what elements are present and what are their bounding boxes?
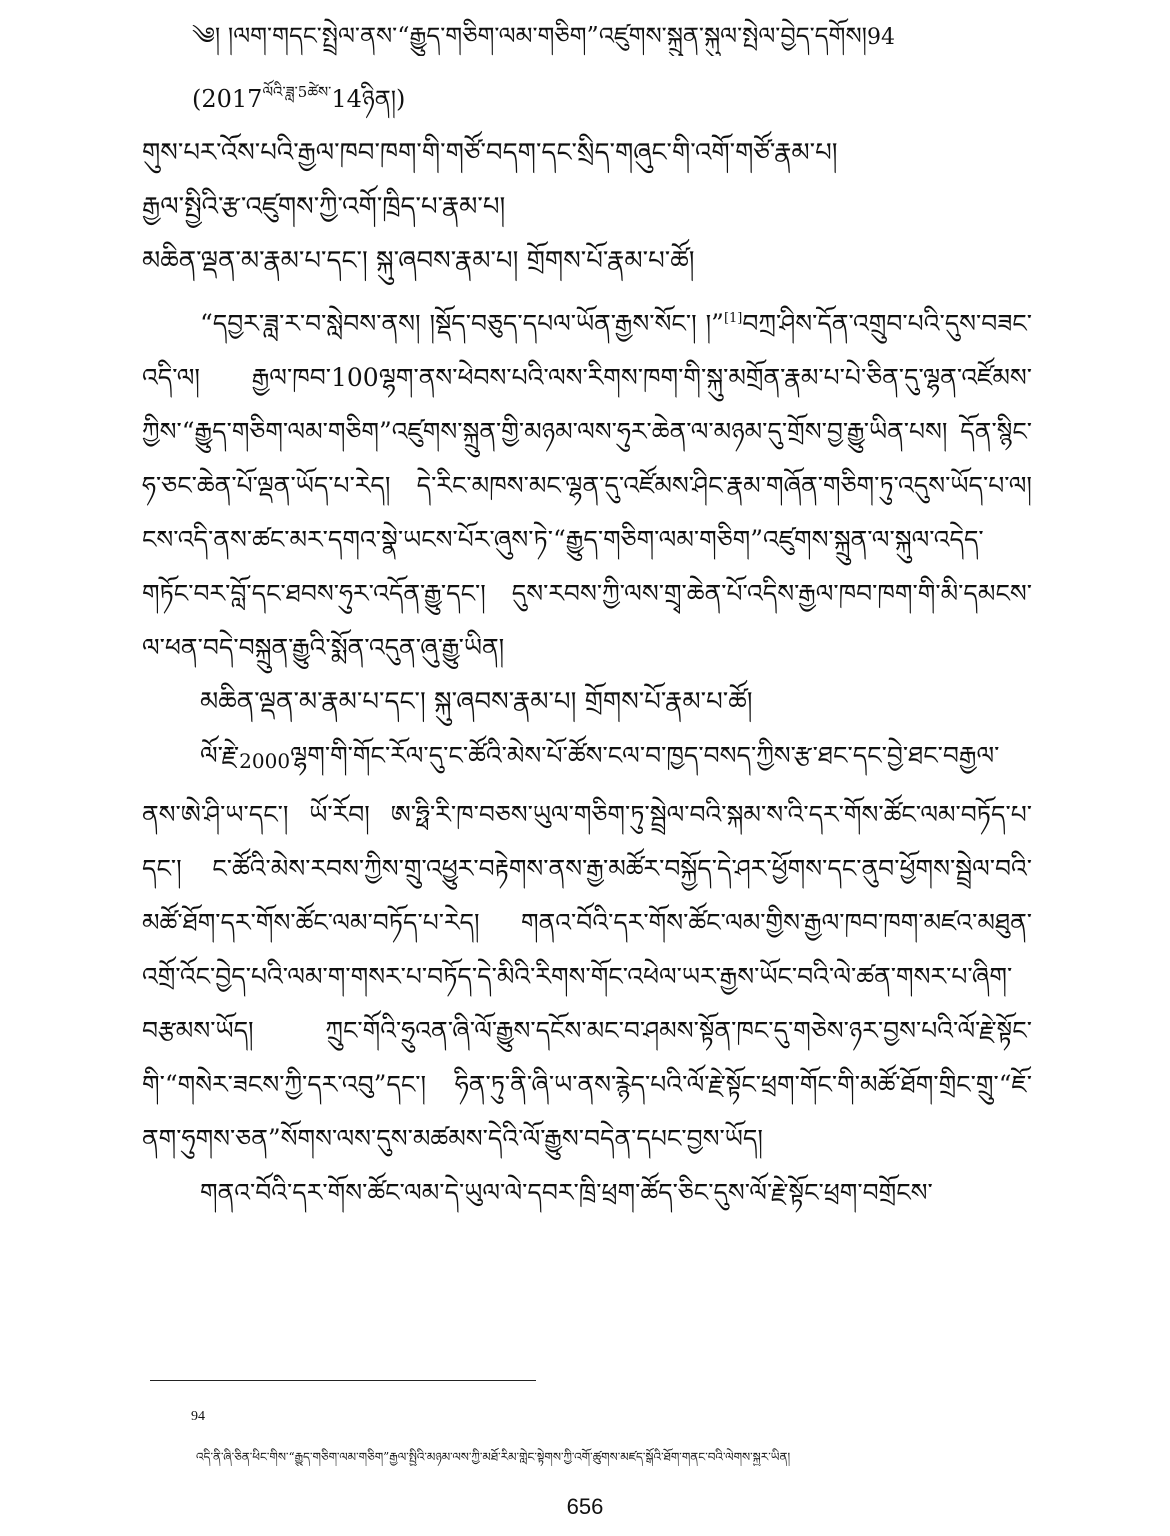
paragraph-text: གནའ་བོའི་དར་གོས་ཚོང་ལམ་དེ་ཡུལ་ལེ་དབར་ཁྲི་ཕྲག་ཚོད་ཅིང་དུས་ལོ་རྗེ་སྟོང་ཕྲག་བགྲོངས་ [200, 1178, 933, 1207]
inline-number: 2000 [239, 749, 291, 773]
addressee-line: མཆིན་ལྡན་མ་རྣམ་པ་དང་། སྐུ་ཞབས་རྣམ་པ། གྲོགས་པོ་རྣམ་པ་ཚོ། [142, 246, 695, 276]
addressee-line: རྒྱལ་སྤྱིའི་རྩ་འཛུགས་ཀྱི་འགོ་ཁྲིད་པ་རྣམ་པ། [142, 192, 506, 222]
verse-quote: “དབྱར་ཟླ་ར་བ་སླེབས་ནས། །སྡོད་བཅུད་དཔལ་ཡོན་རྒྱས་སོང་། །” [200, 309, 724, 338]
body-paragraph [142, 292, 1032, 675]
paragraph-lead: ལོ་རྗེ་ [200, 741, 240, 770]
paragraph-text: བཀྲ་ཤིས་དོན་འགྲུབ་པའི་དུས་བཟང་འདི་ལ། རྒྱལ་ཁབ་100ལྷག་ནས་ཕེབས་པའི་ལས་རིགས་ཁག་གི་སྐུ་མགྲོན་རྣམ་པ་པེ་ཅིན་དུ་ལྷན་འཛོམས་ཀྱིས་“རྒྱུད་གཅིག་ལམ་གཅིག”འཛུགས་སྐྲུན་གྱི་མཉམ་ལས་ཧུར་ཆེན་ལ་མཉམ་དུ་གྲོས་བྱ་རྒྱུ་ཡིན་པས། དོན་སྙིང་ཧ་ཅང་ཆེན་པོ་ལྡན་ཡོད་པ་རེད། དེ་རིང་མཁས་མང་ལྷན་དུ་འཛོམས་ཤིང་རྣམ་གཞོན་གཅིག་ཏུ་འདུས་ཡོད་པ་ལ། ངས་འདི་ནས་ཚང་མར་དགའ་སྣེ་ཡངས་པོར་ཞུས་ཏེ་“རྒྱུད་གཅིག་ལམ་གཅིག”འཛུགས་སྐྲུན་ལ་སྐུལ་འདེད་གཏོང་བར་བློ་དང་ཐབས་ཧུར་འདོན་རྒྱུ་དང་། དུས་རབས་ཀྱི་ལས་གྲྭ་ཆེན་པོ་འདིས་རྒྱལ་ཁབ་ཁག་གི་མི་དམངས་ལ་ཕན་བདེ་བསྐྲུན་རྒྱུའི་སྨོན་འདུན་ཞུ་རྒྱུ་ཡིན། [142, 309, 1032, 662]
date-month: ཟླ་5 [285, 83, 308, 101]
title-text: ༄། །ལག་གདང་སྤྲེལ་ནས་“རྒྱུད་གཅིག་ལམ་གཅིག”འཛུགས་སྐྲུན་སྐུལ་སྤེལ་བྱེད་དགོས། [192, 22, 867, 50]
title-footnote-ref: 94 [866, 25, 895, 50]
speech-body [142, 292, 1032, 1220]
body-paragraph [142, 729, 1032, 1166]
date-open: (2017 [192, 85, 263, 113]
document-title-block [192, 18, 1072, 117]
date-close: ཉིན།) [361, 85, 406, 113]
date-year-suffix: ལོའི་ [262, 83, 286, 101]
paragraph-text: ལྷག་གི་གོང་རོལ་དུ་ང་ཚོའི་མེས་པོ་ཚོས་ངལ་བ་ཁྱད་བསད་ཀྱིས་རྩ་ཐང་དང་བྱེ་ཐང་བརྒྱལ་ནས་ཨེ་ཤི་ཡ་དང་། ཡོ་རོབ། ཨ་ཧྥི་རི་ཁ་བཅས་ཡུལ་གཅིག་ཏུ་སྦྲེལ་བའི་སྐམ་ས་འི་དར་གོས་ཚོང་ལམ་བཏོད་པ་དང་། ང་ཚོའི་མེས་རབས་ཀྱིས་གྲུ་འཕྱུར་བརྟེགས་ནས་རྒྱ་མཚོར་བསྐྱོད་དེ་ཤར་ཕྱོགས་དང་ནུབ་ཕྱོགས་སྦྲེལ་བའི་མཚོ་ཐོག་དར་གོས་ཚོང་ལམ་བཏོད་པ་རེད། གནའ་བོའི་དར་གོས་ཚོང་ལམ་གྱིས་རྒྱལ་ཁབ་ཁག་མཛའ་མཐུན་འགྲོ་འོང་བྱེད་པའི་ལམ་ག་གསར་པ་བཏོད་དེ་མིའི་རིགས་གོང་འཕེལ་ཡར་རྒྱས་ཡོང་བའི་ལེ་ཚན་གསར་པ་ཞིག་བརྩམས་ཡོད། ཀྲུང་གོའི་ཧྲུའན་ཞི་ལོ་རྒྱུས་དངོས་མང་བ་ཤམས་སྟོན་ཁང་དུ་གཅེས་ཉར་བྱས་པའི་ལོ་རྗེ་སྟོང་གི་“གསེར་ཟངས་ཀྱི་དར་འབུ”དང་། ཧིན་ཏུ་ནི་ཞི་ཡ་ནས་རྙེད་པའི་ལོ་རྗེ་སྟོང་ཕྲག་གོང་གི་མཚོ་ཐོག་གྲིང་གྲུ་“ཇོ་ནག་ཧུགས་ཅན”སོགས་ལས་དུས་མཚམས་དེའི་ལོ་རྒྱུས་བདེན་དཔང་བྱས་ཡོད། [142, 741, 1032, 1153]
addressee-block [142, 126, 1032, 288]
date-day: 14 [331, 85, 362, 113]
document-title [192, 18, 1072, 56]
page-number: 656 [566, 1494, 604, 1519]
footnote-mark: 94 [191, 1409, 205, 1424]
body-paragraph [142, 1166, 1032, 1220]
salutation: མཆིན་ལྡན་མ་རྣམ་པ་དང་། སྐུ་ཞབས་རྣམ་པ། གྲོགས་པོ་རྣམ་པ་ཚོ། [200, 687, 753, 717]
date-day-prefix: ཚེས་ [307, 83, 332, 101]
footnote-text: འདི་ནི་ཞི་ཅིན་ཕིང་གིས་“རྒྱུད་གཅིག་ལམ་གཅིག”རྒྱལ་སྤྱིའི་མཉམ་ལས་ཀྱི་མཐོ་རིམ་གླེང་སྟེགས་ཀྱི་འགོ་ཚུགས་མཛད་སྒོའི་ཐོག་གནང་བའི་ལེགས་སྐྱར་ཡིན། [196, 1450, 791, 1464]
addressee-line: གུས་པར་འོས་པའི་རྒྱལ་ཁབ་ཁག་གི་གཙོ་བདག་དང་སྲིད་གཞུང་གི་འགོ་གཙོ་རྣམ་པ། [142, 138, 838, 168]
footnote-divider [150, 1380, 536, 1381]
speech-date [192, 74, 1072, 117]
citation-ref: [1] [723, 311, 743, 326]
